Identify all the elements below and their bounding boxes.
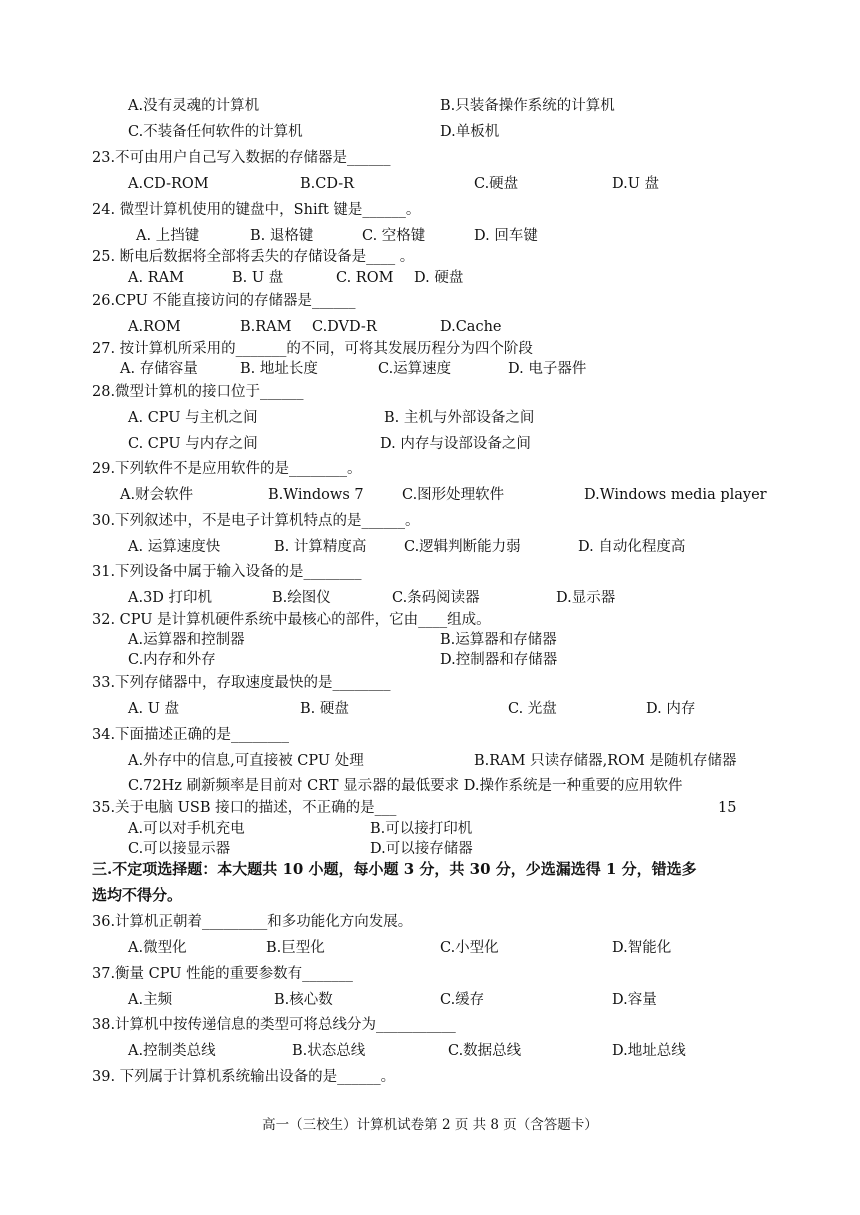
option-text: B.核心数	[274, 992, 333, 1008]
option-text: B.可以接打印机	[370, 821, 473, 837]
option-text: B.状态总线	[292, 1043, 366, 1059]
option-text: C.条码阅读器	[392, 590, 480, 606]
page-footer: 高一（三校生）计算机试卷第 2 页 共 8 页（含答题卡）	[262, 1117, 598, 1133]
question-text: 26.CPU 不能直接访问的存储器是______	[92, 293, 356, 309]
option-text: C.缓存	[440, 992, 485, 1008]
option-text: C.可以接显示器	[128, 841, 231, 857]
option-text: A.财会软件	[120, 487, 194, 503]
question-text: 31.下列设备中属于输入设备的是________	[92, 564, 362, 580]
question-text: 37.衡量 CPU 性能的重要参数有_______	[92, 966, 353, 982]
question-text: 30.下列叙述中，不是电子计算机特点的是______。	[92, 513, 420, 529]
option-text: C.逻辑判断能力弱	[404, 539, 521, 555]
option-text: C.72Hz 刷新频率是目前对 CRT 显示器的最低要求 D.操作系统是一种重要的应用软件	[128, 778, 683, 794]
option-text: A. CPU 与主机之间	[128, 410, 258, 426]
option-text: A.外存中的信息,可直接被 CPU 处理	[128, 753, 364, 769]
option-text: D. 内存与设部设备之间	[380, 436, 531, 452]
option-text: B. 退格键	[250, 228, 314, 244]
option-text: A.微型化	[128, 940, 187, 956]
option-text: B. 计算精度高	[274, 539, 367, 555]
option-text: A. 运算速度快	[128, 539, 221, 555]
option-text: B.只装备操作系统的计算机	[440, 98, 615, 114]
option-text: C. CPU 与内存之间	[128, 436, 258, 452]
option-text: D. 内存	[646, 701, 696, 717]
section-heading-line2: 选均不得分。	[92, 886, 183, 904]
option-text: A. U 盘	[128, 701, 180, 717]
section-heading-line1: 三.不定项选择题：本大题共 10 小题，每小题 3 分，共 30 分，少选漏选得 1 分，错选多	[92, 860, 697, 878]
question-text: 39. 下列属于计算机系统输出设备的是______。	[92, 1069, 396, 1085]
option-text: A. 上挡键	[136, 228, 200, 244]
option-text: D.容量	[612, 992, 657, 1008]
option-text: B. 硬盘	[300, 701, 349, 717]
question-text: 28.微型计算机的接口位于______	[92, 384, 304, 400]
option-text: B. U 盘	[232, 270, 284, 286]
option-text: A.主频	[128, 992, 173, 1008]
option-text: C.小型化	[440, 940, 499, 956]
option-text: D.控制器和存储器	[440, 652, 558, 668]
option-text: D.单板机	[440, 124, 500, 140]
option-text: B. 地址长度	[240, 361, 318, 377]
option-text: B.RAM	[240, 319, 292, 335]
question-text: 29.下列软件不是应用软件的是________。	[92, 461, 362, 477]
option-text: B.CD-R	[300, 176, 355, 192]
option-text: 15	[718, 800, 737, 816]
option-text: B.RAM 只读存储器,ROM 是随机存储器	[474, 753, 737, 769]
option-text: D. 电子器件	[508, 361, 587, 377]
option-text: A. RAM	[128, 270, 184, 286]
option-text: C. ROM	[336, 270, 394, 286]
option-text: B.巨型化	[266, 940, 325, 956]
option-text: A.3D 打印机	[128, 590, 213, 606]
option-text: D.可以接存储器	[370, 841, 473, 857]
option-text: A.没有灵魂的计算机	[128, 98, 260, 114]
option-text: A.控制类总线	[128, 1043, 216, 1059]
option-text: D. 回车键	[474, 228, 538, 244]
option-text: A.运算器和控制器	[128, 632, 245, 648]
question-text: 25. 断电后数据将全部将丢失的存储设备是____ 。	[92, 249, 415, 265]
question-text: 23.不可由用户自己写入数据的存储器是______	[92, 150, 391, 166]
option-text: D.地址总线	[612, 1043, 686, 1059]
question-text: 35.关于电脑 USB 接口的描述，不正确的是___	[92, 800, 397, 816]
option-text: A.可以对手机充电	[128, 821, 245, 837]
option-text: C.内存和外存	[128, 652, 216, 668]
option-text: D.Cache	[440, 319, 502, 335]
option-text: B. 主机与外部设备之间	[384, 410, 535, 426]
option-text: B.运算器和存储器	[440, 632, 557, 648]
option-text: D.智能化	[612, 940, 672, 956]
option-text: D. 硬盘	[414, 270, 464, 286]
option-text: C.运算速度	[378, 361, 452, 377]
question-text: 36.计算机正朝着_________和多功能化方向发展。	[92, 914, 413, 930]
option-text: D.Windows media player	[584, 487, 767, 503]
question-text: 33.下列存储器中，存取速度最快的是________	[92, 675, 391, 691]
question-text: 38.计算机中按传递信息的类型可将总线分为___________	[92, 1017, 456, 1033]
option-text: C.DVD-R	[312, 319, 377, 335]
option-text: C.图形处理软件	[402, 487, 505, 503]
option-text: C.不装备任何软件的计算机	[128, 124, 303, 140]
question-text: 32. CPU 是计算机硬件系统中最核心的部件，它由____组成。	[92, 612, 491, 628]
question-text: 24. 微型计算机使用的键盘中，Shift 键是______。	[92, 202, 421, 218]
option-text: A.CD-ROM	[128, 176, 209, 192]
option-text: B.Windows 7	[268, 487, 364, 503]
option-text: B.绘图仪	[272, 590, 331, 606]
option-text: D.显示器	[556, 590, 616, 606]
option-text: A.ROM	[128, 319, 181, 335]
option-text: C. 光盘	[508, 701, 557, 717]
question-text: 27. 按计算机所采用的_______的不同，可将其发展历程分为四个阶段	[92, 341, 533, 357]
option-text: C.数据总线	[448, 1043, 522, 1059]
option-text: D. 自动化程度高	[578, 539, 686, 555]
option-text: A. 存储容量	[120, 361, 198, 377]
question-text: 34.下面描述正确的是________	[92, 727, 290, 743]
option-text: C.硬盘	[474, 176, 519, 192]
option-text: C. 空格键	[362, 228, 426, 244]
option-text: D.U 盘	[612, 176, 660, 192]
